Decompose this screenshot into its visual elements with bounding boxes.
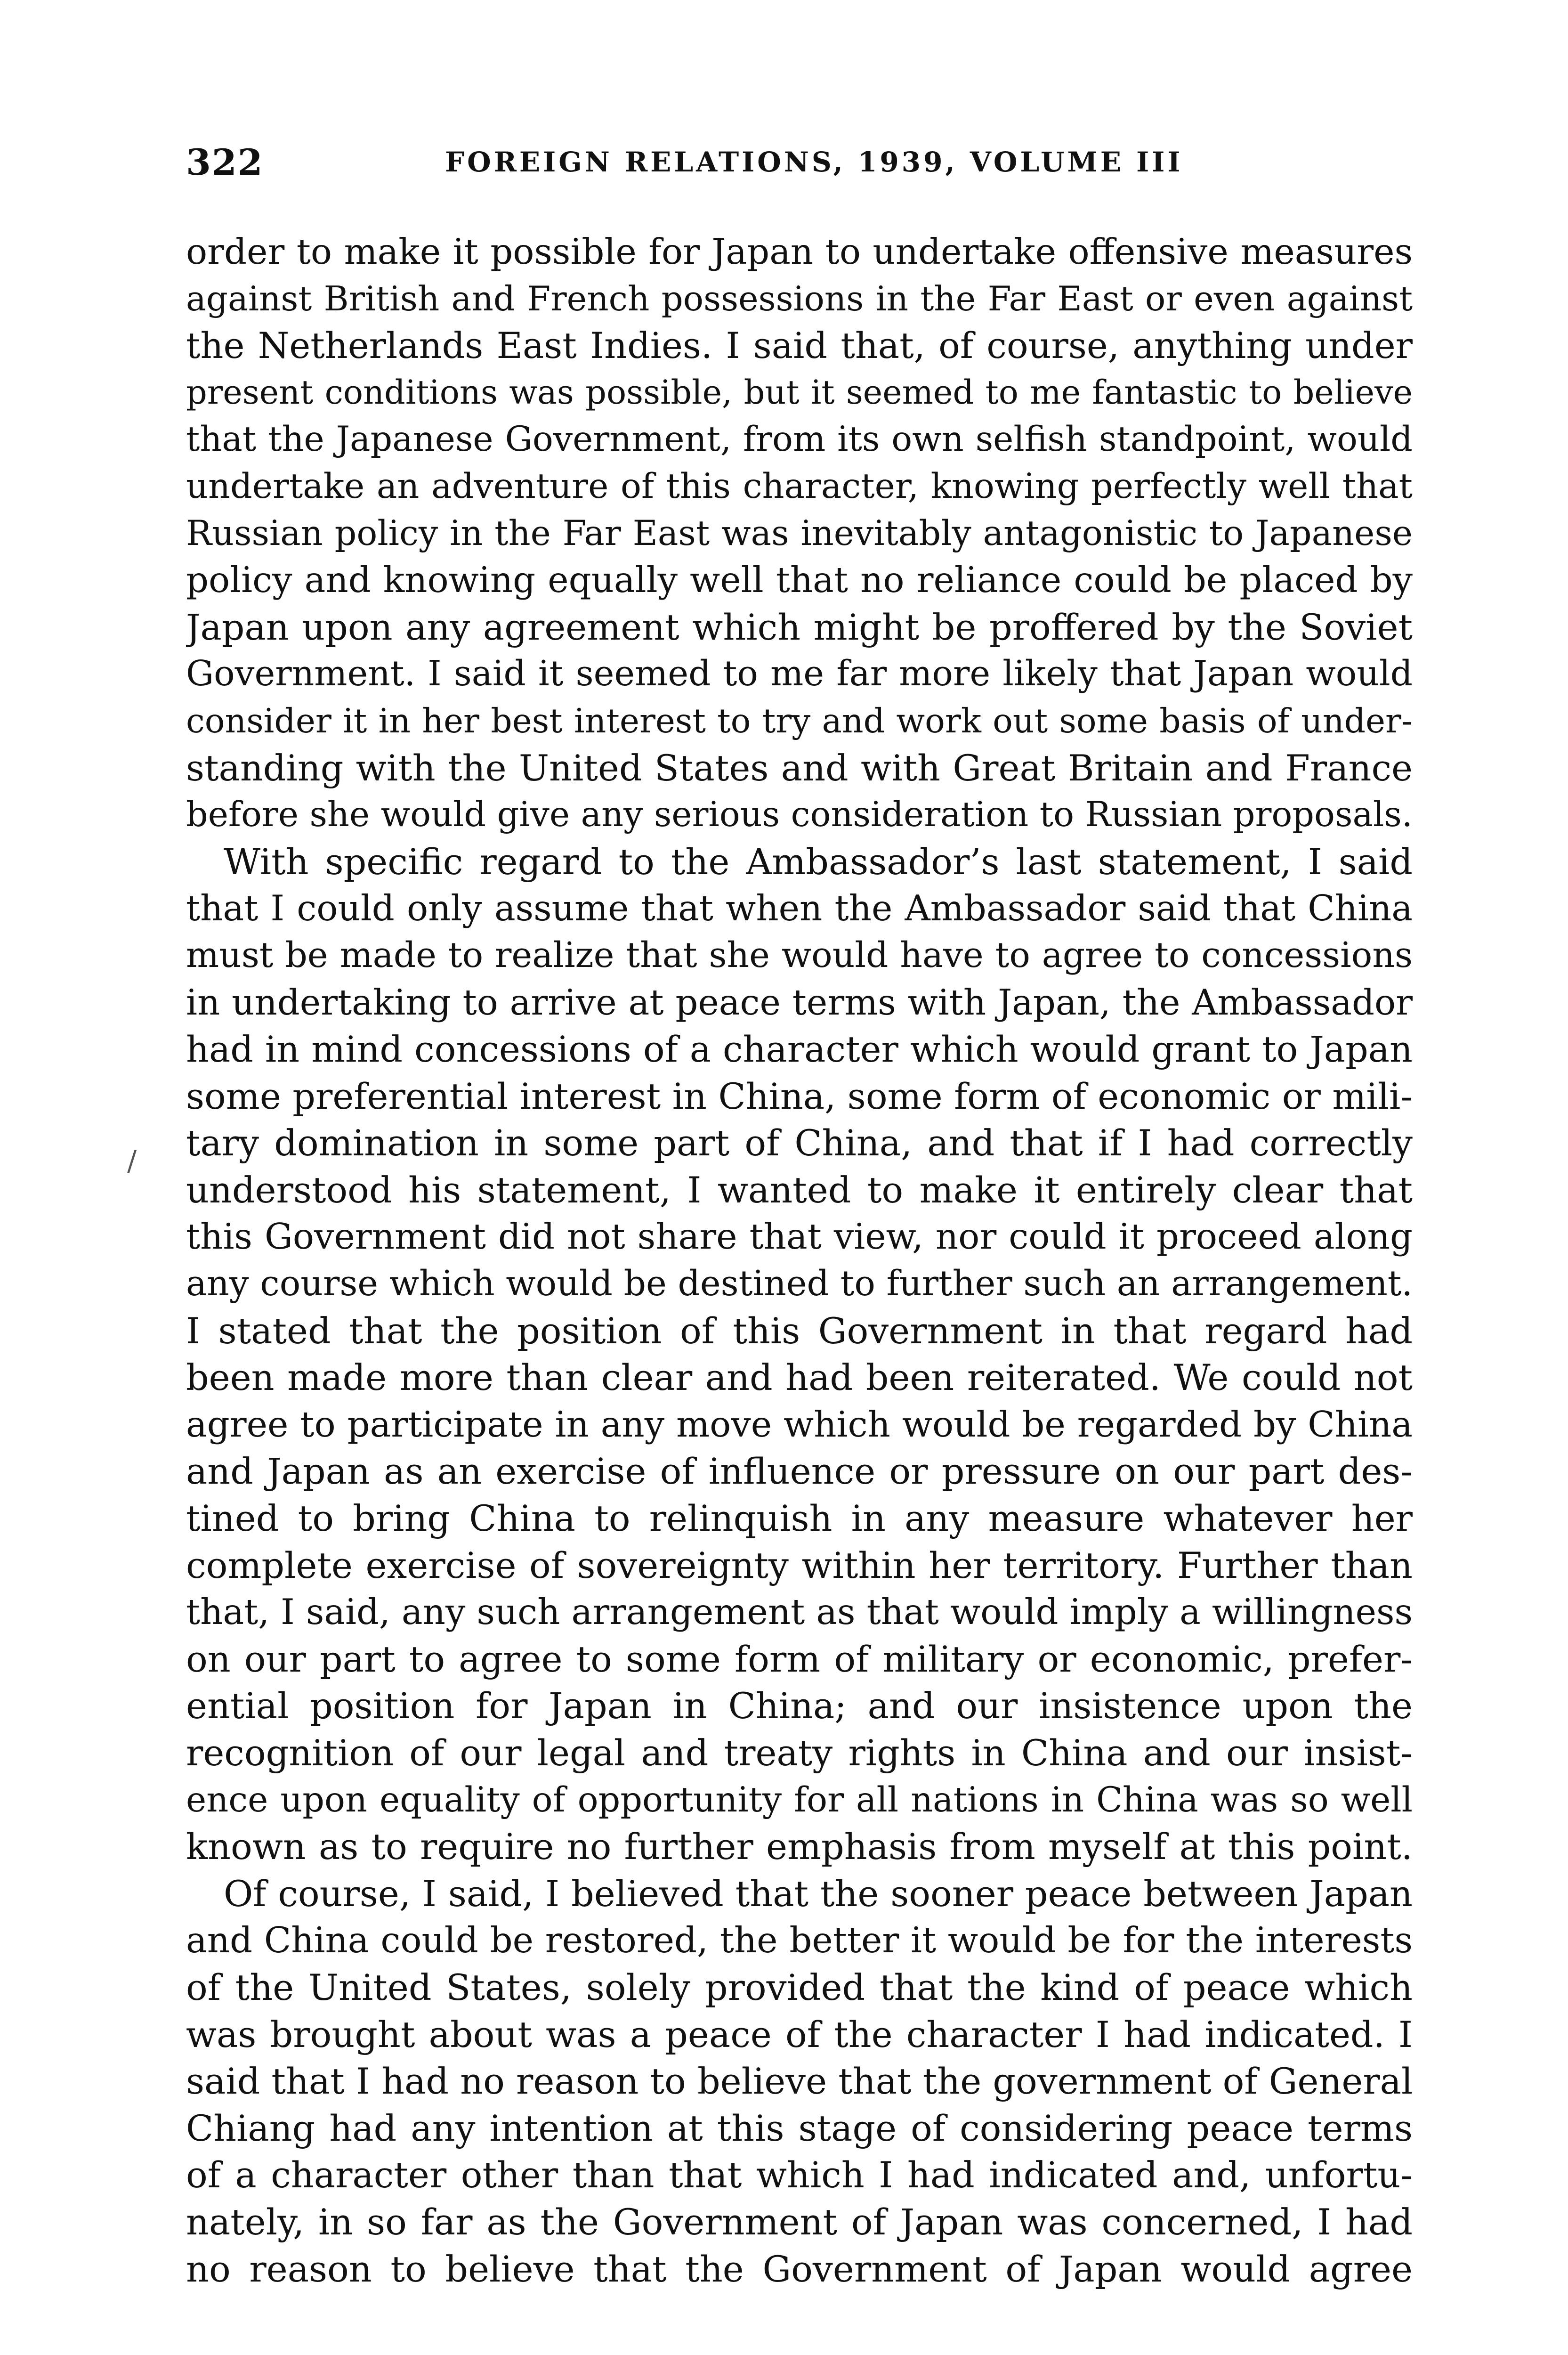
text-line: nately, in so far as the Government of Japan was concerned, I had bbox=[186, 2201, 1413, 2243]
text-line: before she would give any serious consideration to Russian proposals. bbox=[186, 795, 1413, 835]
text-line: and Japan as an exercise of influence or pressure on our part des- bbox=[186, 1450, 1413, 1493]
text-line: the Netherlands East Indies. I said that, of course, anything under bbox=[186, 325, 1413, 367]
text-line: any course which would be destined to further such an arrangement. bbox=[186, 1263, 1413, 1304]
paragraph-2 bbox=[186, 838, 1413, 1870]
text-line: in undertaking to arrive at peace terms with Japan, the Ambassador bbox=[186, 981, 1413, 1023]
text-line: was brought about was a peace of the character I had indicated. I bbox=[186, 2013, 1413, 2055]
text-line: tary domination in some part of China, and that if I had correctly bbox=[186, 1122, 1413, 1164]
text-line: on our part to agree to some form of military or economic, prefer- bbox=[186, 1638, 1413, 1680]
text-line: that, I said, any such arrangement as that would imply a willingness bbox=[186, 1591, 1413, 1633]
text-line: against British and French possessions in the Far East or even against bbox=[186, 278, 1413, 318]
page-number: 322 bbox=[186, 141, 264, 183]
text-line: Russian policy in the Far East was inevitably antagonistic to Japanese bbox=[186, 513, 1413, 553]
text-line: Japan upon any agreement which might be proffered by the Soviet bbox=[186, 606, 1413, 648]
body-text bbox=[186, 228, 1413, 2292]
text-line: With specific regard to the Ambassador’s last statement, I said bbox=[224, 840, 1413, 883]
text-line: undertake an adventure of this character, knowing perfectly well that bbox=[186, 466, 1413, 506]
text-line: Chiang had any intention at this stage of considering peace terms bbox=[186, 2107, 1413, 2149]
text-line: that I could only assume that when the Ambassador said that China bbox=[186, 887, 1413, 929]
text-line: that the Japanese Government, from its own selfish standpoint, would bbox=[186, 419, 1413, 460]
text-line: present conditions was possible, but it seemed to me fantastic to believe bbox=[186, 373, 1413, 412]
text-line: order to make it possible for Japan to undertake offensive measures bbox=[186, 231, 1413, 272]
text-line: known as to require no further emphasis from myself at this point. bbox=[186, 1826, 1413, 1868]
text-line: I stated that the position of this Government in that regard had bbox=[186, 1309, 1413, 1352]
text-line: must be made to realize that she would have to agree to concessions bbox=[186, 934, 1413, 975]
text-line: policy and knowing equally well that no reliance could be placed by bbox=[186, 559, 1413, 601]
text-line: complete exercise of sovereignty within her territory. Further than bbox=[186, 1544, 1413, 1586]
text-line: said that I had no reason to believe that the government of General bbox=[186, 2060, 1413, 2103]
text-line: no reason to believe that the Government of Japan would agree bbox=[186, 2248, 1413, 2290]
text-line: of a character other than that which I had indicated and, unfortu- bbox=[186, 2154, 1413, 2196]
text-line: ential position for Japan in China; and our insistence upon the bbox=[186, 1685, 1413, 1727]
text-line: Of course, I said, I believed that the sooner peace between Japan bbox=[224, 1872, 1413, 1915]
running-head: FOREIGN RELATIONS, 1939, VOLUME III bbox=[445, 146, 1183, 178]
text-line: of the United States, solely provided that the kind of peace which bbox=[186, 1966, 1413, 2008]
margin-mark: / bbox=[127, 1145, 137, 1178]
text-line: and China could be restored, the better it would be for the interests bbox=[186, 1919, 1413, 1961]
paragraph-3 bbox=[186, 1870, 1413, 2292]
text-line: had in mind concessions of a character which would grant to Japan bbox=[186, 1028, 1413, 1071]
text-line: agree to participate in any move which would be regarded by China bbox=[186, 1403, 1413, 1445]
text-line: tined to bring China to relinquish in any measure whatever her bbox=[186, 1497, 1413, 1540]
text-line: ence upon equality of opportunity for all nations in China was so well bbox=[186, 1779, 1413, 1820]
text-line: some preferential interest in China, some form of economic or mili- bbox=[186, 1075, 1413, 1117]
text-line: consider it in her best interest to try and work out some basis of under- bbox=[186, 701, 1413, 740]
text-line: recognition of our legal and treaty rights in China and our insist- bbox=[186, 1732, 1413, 1774]
page-header bbox=[186, 141, 1410, 188]
paragraph-1 bbox=[186, 228, 1413, 838]
text-line: standing with the United States and with Great Britain and France bbox=[186, 747, 1413, 789]
text-line: understood his statement, I wanted to make it entirely clear that bbox=[186, 1169, 1413, 1211]
text-line: this Government did not share that view, nor could it proceed along bbox=[186, 1216, 1413, 1258]
text-line: been made more than clear and had been reiterated. We could not bbox=[186, 1356, 1413, 1399]
text-line: Government. I said it seemed to me far more likely that Japan would bbox=[186, 653, 1413, 694]
